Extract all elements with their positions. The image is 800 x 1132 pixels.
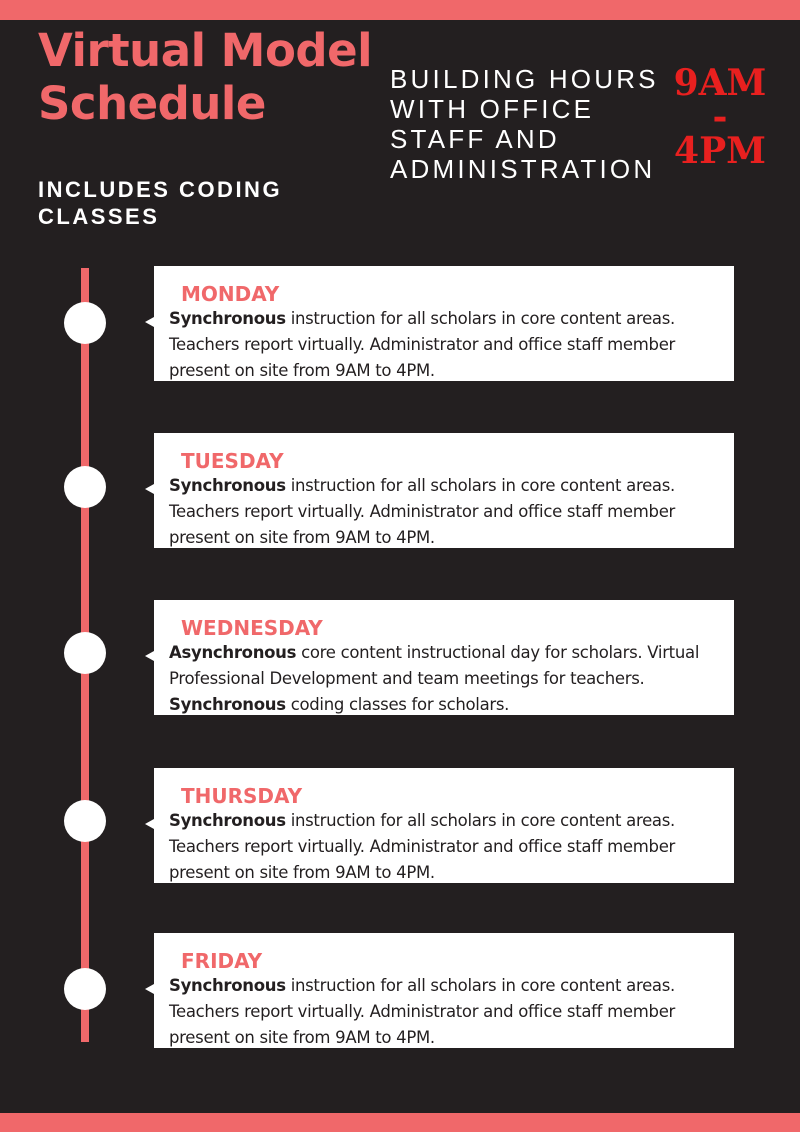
emphasis: Synchronous — [169, 811, 286, 830]
timeline-dot-wednesday — [64, 632, 106, 674]
schedule-card-wednesday — [154, 600, 734, 715]
emphasis: Asynchronous — [169, 643, 297, 662]
page-subtitle-line-1: INCLUDES CODING — [38, 177, 283, 202]
building-hours-label-line: STAFF AND — [390, 124, 560, 154]
description-text: instruction for all scholars in core content areas. Teachers report virtually. Administrator and office staff member present on site from 9AM to 4PM. — [169, 976, 676, 1047]
schedule-card-thursday — [154, 768, 734, 883]
page-subtitle — [38, 176, 368, 230]
description-text: coding classes for scholars. — [285, 695, 510, 714]
page-title-line-2: Schedule — [38, 77, 266, 130]
day-label: THURSDAY — [181, 784, 303, 808]
emphasis: Synchronous — [169, 695, 286, 714]
day-description — [169, 640, 729, 718]
building-hours-time — [668, 62, 772, 172]
page-subtitle-line-2: CLASSES — [38, 204, 160, 229]
hours-end: 4PM — [674, 130, 766, 172]
timeline-dot-thursday — [64, 800, 106, 842]
building-hours-label-line: WITH OFFICE — [390, 94, 595, 124]
page-title-line-1: Virtual Model — [38, 24, 373, 77]
timeline-dot-tuesday — [64, 466, 106, 508]
day-label: FRIDAY — [181, 949, 263, 973]
hours-start: 9AM — [673, 62, 767, 104]
emphasis: Synchronous — [169, 309, 286, 328]
day-description — [169, 973, 729, 1051]
page-title — [38, 24, 398, 130]
schedule-card-tuesday — [154, 433, 734, 548]
description-text: core content instructional day for scholars. Virtual Professional Development and team meetings for teachers. — [169, 643, 700, 688]
building-hours-label-line: BUILDING HOURS — [390, 64, 659, 94]
emphasis: Synchronous — [169, 976, 286, 995]
day-description — [169, 473, 729, 551]
building-hours-label-line: ADMINISTRATION — [390, 154, 656, 184]
day-label: WEDNESDAY — [181, 616, 323, 640]
timeline-dot-monday — [64, 302, 106, 344]
day-description — [169, 808, 729, 886]
description-text: instruction for all scholars in core content areas. Teachers report virtually. Administrator and office staff member present on site from 9AM to 4PM. — [169, 811, 676, 882]
description-text: instruction for all scholars in core content areas. Teachers report virtually. Administrator and office staff member present on site from 9AM to 4PM. — [169, 476, 676, 547]
description-text: instruction for all scholars in core content areas. Teachers report virtually. Administrator and office staff member present on site from 9AM to 4PM. — [169, 309, 676, 380]
timeline-dot-friday — [64, 968, 106, 1010]
day-description — [169, 306, 729, 384]
schedule-card-friday — [154, 933, 734, 1048]
schedule-card-monday — [154, 266, 734, 381]
building-hours-label — [390, 64, 670, 184]
top-accent-bar — [0, 0, 800, 20]
hours-separator: - — [712, 96, 728, 138]
day-label: TUESDAY — [181, 449, 284, 473]
day-label: MONDAY — [181, 282, 280, 306]
emphasis: Synchronous — [169, 476, 286, 495]
bottom-accent-bar — [0, 1113, 800, 1132]
